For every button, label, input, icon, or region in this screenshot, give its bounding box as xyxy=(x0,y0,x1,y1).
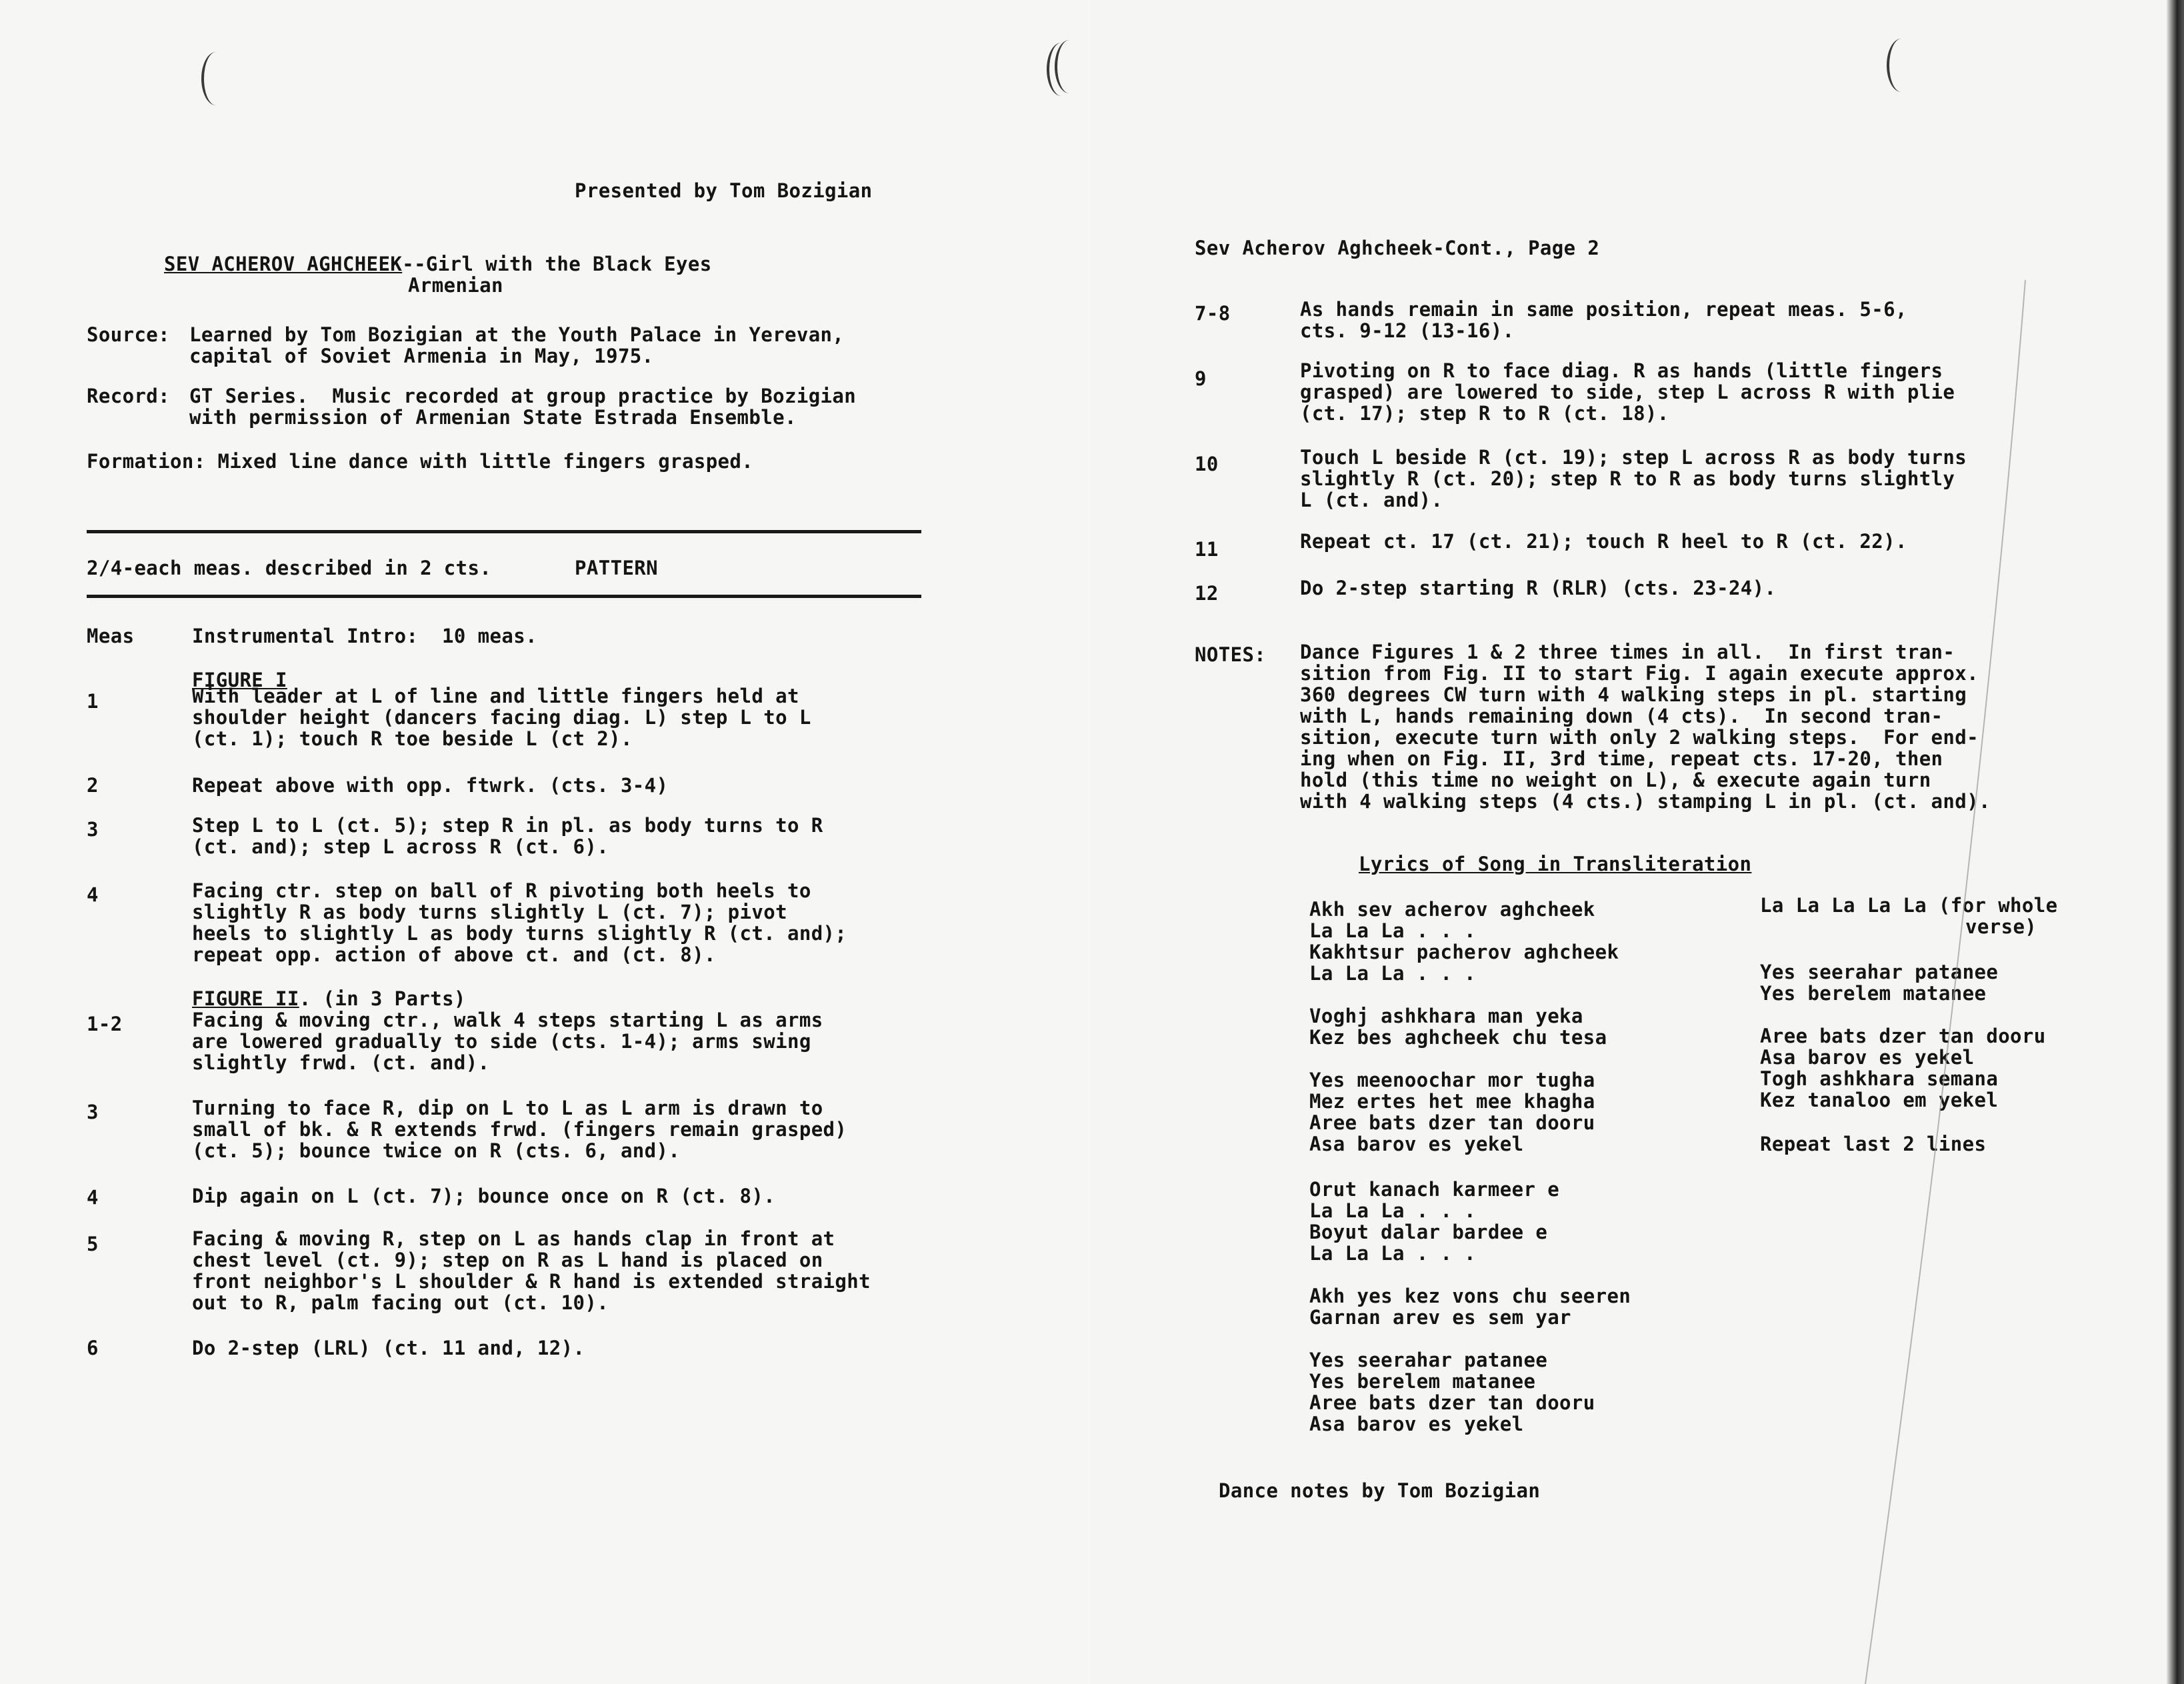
figure-two-note: . (in 3 Parts) xyxy=(299,987,466,1010)
notes-line: with L, hands remaining down (4 cts). In second tran- xyxy=(1300,705,1943,727)
lyric-line: Aree bats dzer tan dooru xyxy=(1760,1025,2046,1047)
figure-two-heading xyxy=(192,988,466,1010)
step-measure: 4 xyxy=(87,883,99,906)
step-measure: 4 xyxy=(87,1186,99,1209)
step-measure: 11 xyxy=(1195,538,1219,561)
step-measure: 3 xyxy=(87,818,99,841)
crease-line xyxy=(1865,280,2025,1684)
step-line: cts. 9-12 (13-16). xyxy=(1300,319,1515,342)
figure-two-title: FIGURE II xyxy=(192,987,299,1010)
dance-origin: Armenian xyxy=(408,274,503,297)
presented-by: Presented by Tom Bozigian xyxy=(575,179,873,202)
punch-hole-mark xyxy=(1047,43,1076,96)
step-line: Turning to face R, dip on L to L as L arm is drawn to xyxy=(192,1097,823,1119)
step-line: (ct. and); step L across R (ct. 6). xyxy=(192,835,609,858)
step-measure: 1 xyxy=(87,690,99,713)
lyric-line: Kez tanaloo em yekel xyxy=(1760,1089,1999,1111)
step-measure: 9 xyxy=(1195,367,1207,390)
step-line: With leader at L of line and little fingers held at xyxy=(192,685,799,707)
notes-line: with 4 walking steps (4 cts.) stamping L in pl. (ct. and). xyxy=(1300,790,1991,813)
step-line: (ct. 17); step R to R (ct. 18). xyxy=(1300,402,1669,425)
notes-line: Dance Figures 1 & 2 three times in all. In first tran- xyxy=(1300,641,1955,663)
lyric-line: La La La . . . xyxy=(1309,1199,1477,1222)
step-line: As hands remain in same position, repeat meas. 5-6, xyxy=(1300,298,1907,321)
scan-crease xyxy=(1092,0,2184,1684)
right-page xyxy=(1092,0,2184,1684)
pattern-heading: PATTERN xyxy=(575,557,659,579)
step-line: out to R, palm facing out (ct. 10). xyxy=(192,1291,609,1314)
lyric-line: Asa barov es yekel xyxy=(1309,1133,1524,1155)
record-line: GT Series. Music recorded at group practice by Bozigian xyxy=(189,385,857,407)
lyric-line: La La La . . . xyxy=(1309,919,1477,942)
step-measure: 12 xyxy=(1195,582,1219,605)
step-line: Facing & moving R, step on L as hands clap in front at xyxy=(192,1227,835,1250)
step-measure: 5 xyxy=(87,1233,99,1255)
step-line: L (ct. and). xyxy=(1300,489,1443,511)
source-line: capital of Soviet Armenia in May, 1975. xyxy=(189,345,654,367)
page-two-header: Sev Acherov Aghcheek-Cont., Page 2 xyxy=(1195,237,1600,259)
lyric-line: Kakhtsur pacherov aghcheek xyxy=(1309,941,1619,963)
step-measure: 3 xyxy=(87,1101,99,1123)
step-line: Facing & moving ctr., walk 4 steps starting L as arms xyxy=(192,1009,823,1031)
step-measure: 1-2 xyxy=(87,1013,123,1035)
step-line: Facing ctr. step on ball of R pivoting both heels to xyxy=(192,879,811,902)
intro-text: Instrumental Intro: 10 meas. xyxy=(192,625,537,647)
step-line: slightly R as body turns slightly L (ct. 7); pivot xyxy=(192,901,787,923)
step-measure: 7-8 xyxy=(1195,302,1231,325)
step-line: Do 2-step starting R (RLR) (cts. 23-24). xyxy=(1300,577,1777,599)
lyric-line: Kez bes aghcheek chu tesa xyxy=(1309,1026,1607,1049)
step-line: repeat opp. action of above ct. and (ct. 8). xyxy=(192,943,716,966)
step-line: (ct. 1); touch R toe beside L (ct 2). xyxy=(192,727,633,750)
lyric-line: Aree bats dzer tan dooru xyxy=(1309,1111,1595,1134)
lyric-line: Mez ertes het mee khagha xyxy=(1309,1090,1595,1113)
divider-rule xyxy=(87,530,921,533)
step-line: are lowered gradually to side (cts. 1-4); arms swing xyxy=(192,1030,811,1053)
lyric-line: Asa barov es yekel xyxy=(1309,1413,1524,1435)
step-measure: 6 xyxy=(87,1337,99,1359)
dance-title-rest: --Girl with the Black Eyes xyxy=(402,253,712,275)
lyrics-title: Lyrics of Song in Transliteration xyxy=(1359,853,1752,875)
lyric-line: Togh ashkhara semana xyxy=(1760,1067,1999,1090)
step-line: shoulder height (dancers facing diag. L) step L to L xyxy=(192,706,811,729)
step-line: Repeat ct. 17 (ct. 21); touch R heel to R (ct. 22). xyxy=(1300,530,1907,553)
meas-label: Meas xyxy=(87,625,135,647)
notes-label: NOTES: xyxy=(1195,643,1267,666)
lyric-line: Akh yes kez vons chu seeren xyxy=(1309,1285,1631,1307)
step-line: slightly R (ct. 20); step R to R as body turns slightly xyxy=(1300,467,1955,490)
lyric-line: verse) xyxy=(1965,915,2037,938)
dance-title xyxy=(164,253,712,275)
step-line: Do 2-step (LRL) (ct. 11 and, 12). xyxy=(192,1337,585,1359)
step-line: Step L to L (ct. 5); step R in pl. as body turns to R xyxy=(192,814,823,837)
step-line: Touch L beside R (ct. 19); step L across R as body turns xyxy=(1300,446,1967,469)
record-label: Record: xyxy=(87,385,171,407)
step-line: heels to slightly L as body turns slightly R (ct. and); xyxy=(192,922,847,945)
step-line: (ct. 5); bounce twice on R (cts. 6, and). xyxy=(192,1139,681,1162)
step-line: Pivoting on R to face diag. R as hands (little fingers xyxy=(1300,359,1943,382)
divider-rule xyxy=(87,595,921,598)
record-line: with permission of Armenian State Estrada Ensemble. xyxy=(189,406,797,429)
lyric-line: Akh sev acherov aghcheek xyxy=(1309,898,1595,921)
lyric-line: Voghj ashkhara man yeka xyxy=(1309,1005,1583,1027)
step-measure: 10 xyxy=(1195,453,1219,475)
lyric-line: Asa barov es yekel xyxy=(1760,1046,1975,1069)
step-measure: 2 xyxy=(87,774,99,797)
step-line: front neighbor's L shoulder & R hand is extended straight xyxy=(192,1270,871,1293)
step-line: slightly frwd. (ct. and). xyxy=(192,1051,490,1074)
lyric-line: Garnan arev es sem yar xyxy=(1309,1306,1571,1329)
notes-line: ing when on Fig. II, 3rd time, repeat cts. 17-20, then xyxy=(1300,747,1943,770)
notes-line: hold (this time no weight on L), & execute again turn xyxy=(1300,769,1931,791)
formation: Formation: Mixed line dance with little fingers grasped. xyxy=(87,450,754,473)
lyric-line: La La La . . . xyxy=(1309,1242,1477,1265)
source-label: Source: xyxy=(87,323,171,346)
lyric-line: Orut kanach karmeer e xyxy=(1309,1178,1560,1201)
lyric-line: Yes berelem matanee xyxy=(1309,1370,1536,1393)
notes-line: sition from Fig. II to start Fig. I again execute approx. xyxy=(1300,662,1979,685)
lyric-line: Yes berelem matanee xyxy=(1760,982,1987,1005)
lyric-line: Boyut dalar bardee e xyxy=(1309,1221,1548,1243)
figure-one-heading: FIGURE I xyxy=(192,669,287,691)
step-line: Dip again on L (ct. 7); bounce once on R (ct. 8). xyxy=(192,1185,776,1207)
step-line: small of bk. & R extends frwd. (fingers remain grasped) xyxy=(192,1118,847,1141)
lyric-line: Aree bats dzer tan dooru xyxy=(1309,1391,1595,1414)
step-line: grasped) are lowered to side, step L across R with plie xyxy=(1300,381,1955,403)
lyric-line: Yes seerahar patanee xyxy=(1309,1349,1548,1371)
punch-hole-mark xyxy=(201,52,231,105)
lyric-line: Yes meenoochar mor tugha xyxy=(1309,1069,1595,1091)
lyric-line: La La La La La (for whole xyxy=(1760,894,2058,917)
meter-note: 2/4-each meas. described in 2 cts. xyxy=(87,557,492,579)
notes-line: sition, execute turn with only 2 walking steps. For end- xyxy=(1300,726,1979,749)
footer-credit: Dance notes by Tom Bozigian xyxy=(1219,1479,1541,1502)
step-line: Repeat above with opp. ftwrk. (cts. 3-4) xyxy=(192,774,669,797)
step-line: chest level (ct. 9); step on R as L hand is placed on xyxy=(192,1249,823,1271)
dance-title-name: SEV ACHEROV AGHCHEEK xyxy=(164,253,403,275)
source-line: Learned by Tom Bozigian at the Youth Palace in Yerevan, xyxy=(189,323,845,346)
lyric-line: Yes seerahar patanee xyxy=(1760,961,1999,983)
lyric-line: La La La . . . xyxy=(1309,962,1477,985)
lyric-line: Repeat last 2 lines xyxy=(1760,1133,1987,1155)
notes-line: 360 degrees CW turn with 4 walking steps in pl. starting xyxy=(1300,683,1967,706)
